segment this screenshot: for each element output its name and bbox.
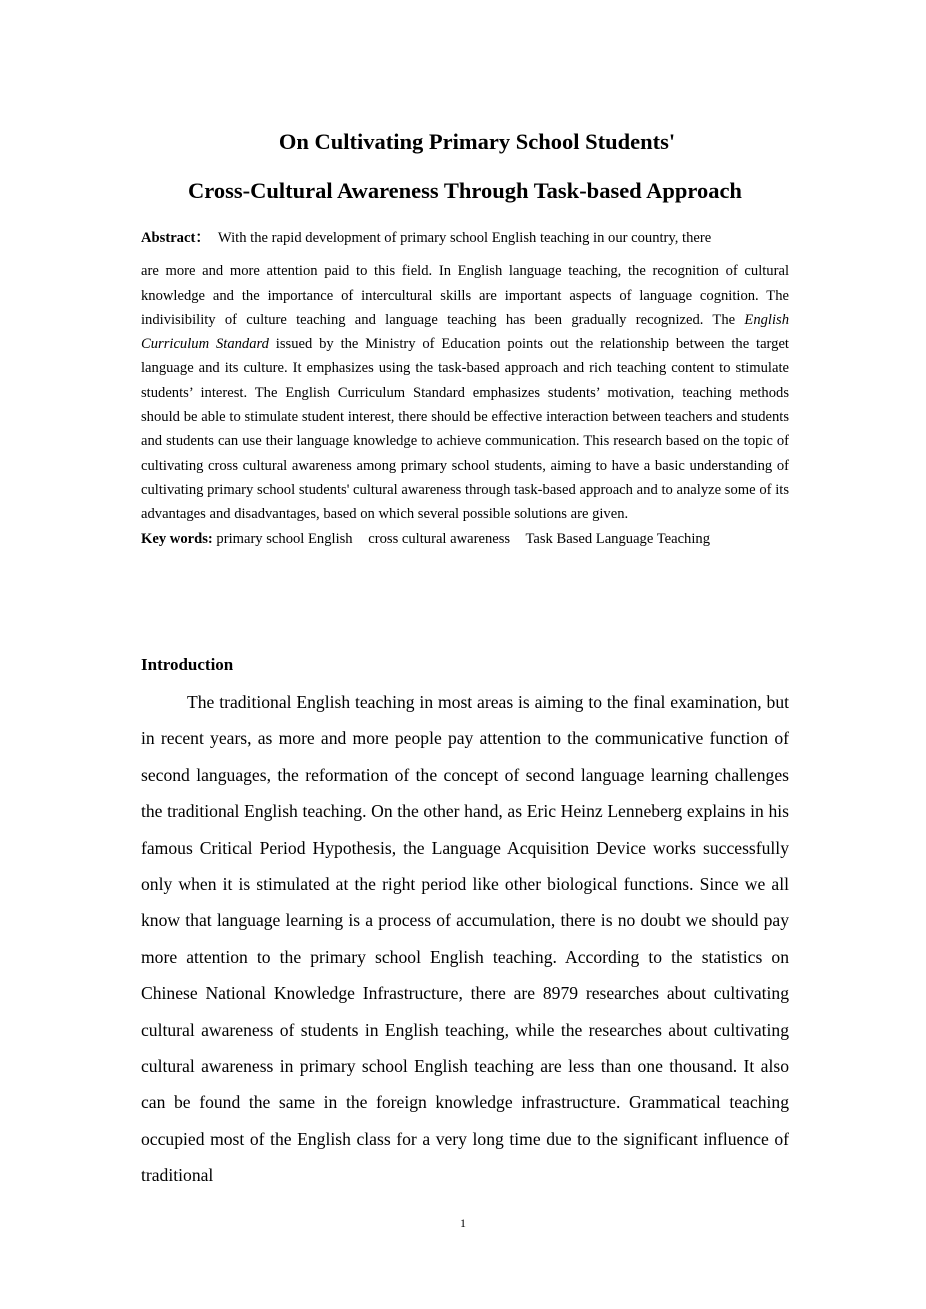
paper-title	[0, 117, 926, 215]
keyword-item: primary school English	[216, 530, 353, 547]
abstract-colon: ：	[195, 230, 210, 246]
abstract-first-line	[141, 226, 789, 250]
title-line-2: Cross-Cultural Awareness Through Task-based Approach	[188, 178, 742, 203]
keywords-label: Key words:	[141, 530, 213, 547]
abstract-label: Abstract	[141, 230, 196, 246]
abstract-section	[141, 226, 789, 551]
keyword-item: Task Based Language Teaching	[525, 530, 710, 547]
abstract-first-line-text: With the rapid development of primary school English teaching in our country, there	[217, 230, 712, 246]
abstract-body-italic-title: English Curriculum Standard	[141, 311, 789, 353]
abstract-body-part2: issued by the Ministry of Education points out the relationship between the target language and its culture. It emphasizes using the task-based approach and rich teaching content to stimulate students’ interest. The English Curriculum Standard emphasizes students’ motivation, teaching methods should be able to stimulate student interest, there should be effective interaction between teachers and students and students can use their language knowledge to achieve communication. This research based on the topic of cultivating cross cultural awareness among primary school students, aiming to have a basic understanding of cultivating primary school students' cultural awareness through task-based approach and to analyze some of its advantages and disadvantages, based on which several possible solutions are given.	[141, 336, 789, 523]
introduction-heading: Introduction	[141, 655, 234, 674]
keywords-line	[141, 527, 789, 551]
keyword-item: cross cultural awareness	[368, 530, 511, 547]
abstract-body-part1: are more and more attention paid to this field. In English language teaching, the recognition of cultural knowledge and the importance of intercultural skills are important aspects of language cognition. The indivisibility of culture teaching and language teaching has been gradually recognized. The	[141, 263, 789, 328]
introduction-paragraph: The traditional English teaching in most areas is aiming to the final examination, but in recent years, as more and more people pay attention to the communicative function of second languages, the reformation of the concept of second language learning challenges the traditional English teaching. On the other hand, as Eric Heinz Lenneberg explains in his famous Critical Period Hypothesis, the Language Acquisition Device works successfully only when it is stimulated at the right period like other biological functions. Since we all know that language learning is a process of accumulation, there is no doubt we should pay more attention to the primary school English teaching. According to the statistics on Chinese National Knowledge Infrastructure, there are 8979 researches about cultivating cultural awareness of students in English teaching, while the researches about cultivating cultural awareness in primary school English teaching are less than one thousand. It also can be found the same in the foreign knowledge infrastructure. Grammatical teaching occupied most of the English class for a very long time due to the significant influence of traditional	[141, 692, 789, 1186]
title-line-1: On Cultivating Primary School Students'	[278, 129, 676, 154]
page-number: 1	[460, 1216, 466, 1230]
abstract-body	[141, 259, 789, 526]
